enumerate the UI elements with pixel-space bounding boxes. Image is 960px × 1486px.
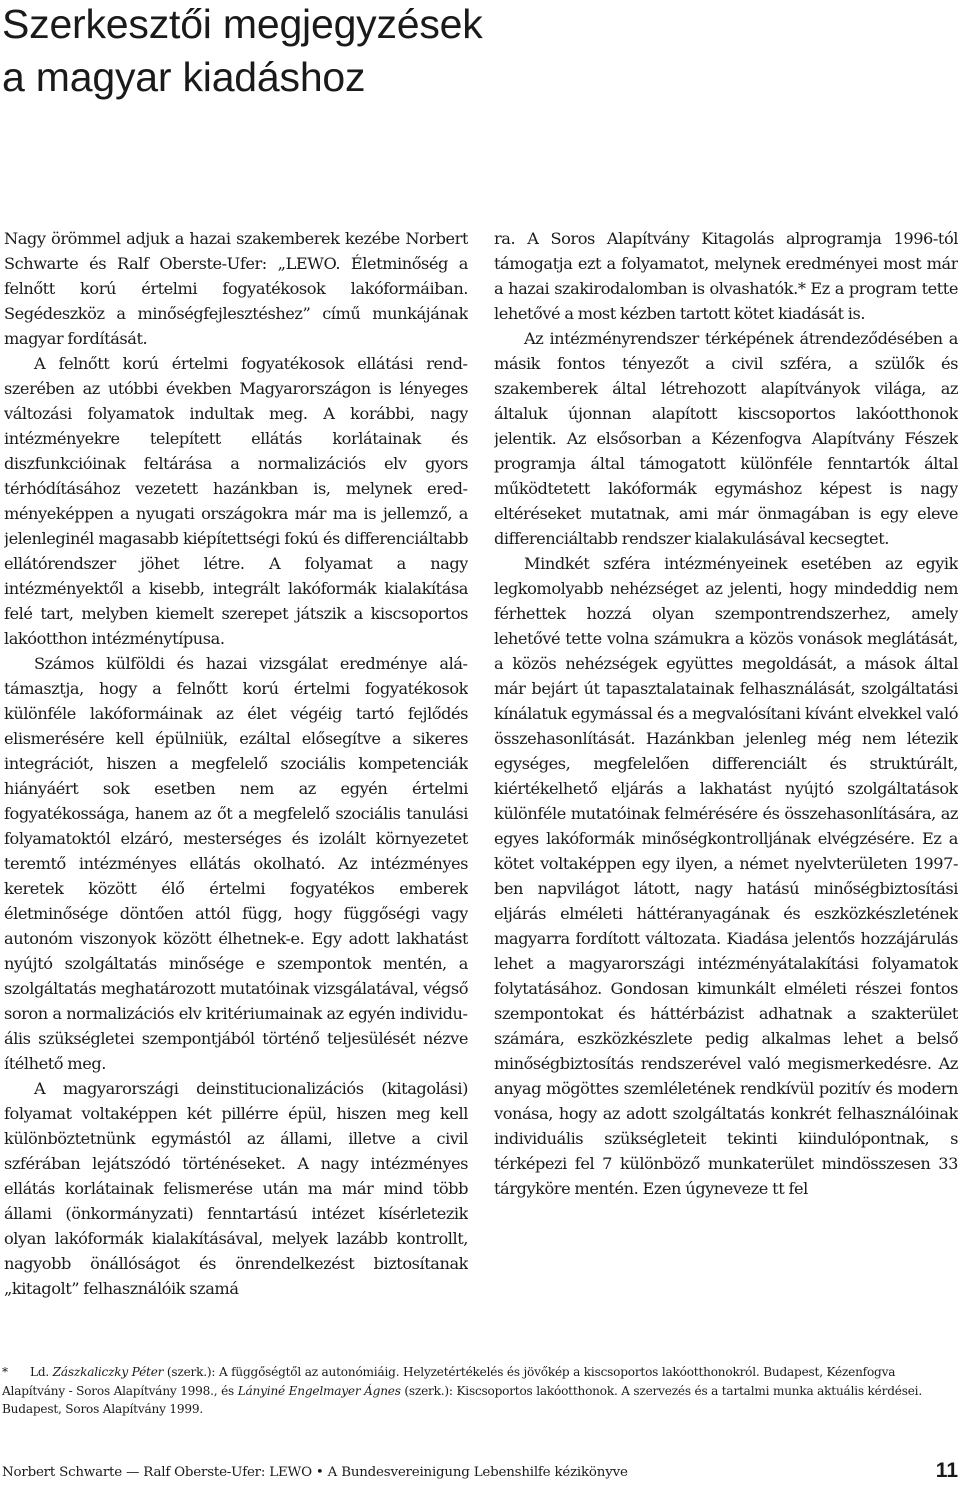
paragraph: A magyarországi deinstitucionalizációs (kitagolási) folyamat voltaképpen két pillérre épül, hiszen meg kell különböztetnünk egymástól az állami, illetve a civil szférában lejátszódó történéseket. A nagy intézményes ellátás korlátainak felismerése után ma már mind több állami (önkormányzati) fenntartású intézet kísérletezik olyan lakóformák kialakításával, melyek lazább kontrollt, nagyobb önállóságot és önrendelkezést biztosítanak „kitagolt” felhasználóik szamá bbox=[4, 1079, 468, 1298]
title-line-2: a magyar kiadáshoz bbox=[2, 54, 366, 100]
right-column bbox=[494, 226, 958, 1316]
paragraph: Az intézményrendszer térképének átrendeződésében a másik fontos tényezőt a civil szféra, a szülők és szakemberek által létrehozott alapítványok világa, az általuk újonnan alapított kiscsoportos lakóotthonok jelentik. Az elsősorban a Kézenfogva Alapítvány Fészek programja által támogatott különféle fenntartók által működtetett lakóformák egymáshoz képest is nagy eltéréseket mutatnak, ami már önmagában is egy eleve differenciáltabb rendszer kialakulásával kecsegtet. bbox=[494, 329, 958, 548]
footnote-author: Zászkaliczky Péter bbox=[52, 1365, 164, 1379]
footer-credit: Norbert Schwarte — Ralf Oberste-Ufer: LEWO • A Bundesvereinigung Lebenshilfe kézikönyve bbox=[2, 1465, 628, 1480]
footnote-text: (szerk.): Kiscsoportos lakóotthonok. A szervezés és a tartalmi munka aktuális kérdései. Budapest, Soros Alapítvány 1999. bbox=[2, 1383, 922, 1416]
left-column bbox=[4, 226, 468, 1316]
footnote-text: Ld. bbox=[30, 1365, 53, 1379]
footnote-author: Lányiné Engelmayer Ágnes bbox=[237, 1383, 401, 1398]
paragraph: Számos külföldi és hazai vizsgálat eredménye alátámasztja, hogy a felnőtt korú értelmi fogyatékosok különféle lakóformáinak az élet végéig tartó fejlődés elismerésére kell épülniük, ezáltal elősegítve a sikeres integrációt, hiszen a megfelelő szociális kompetenciák hiányáért sok esetben nem az egyén értelmi fogyatékossága, hanem az őt a megfelelő szociális tanulási folyamatoktól elzáró, mesterséges és izolált környezetet teremtő intézményes ellátás okolható. Az intézményes keretek között élő értelmi fogyatékos emberek életminősége döntően attól függ, hogy függőségi vagy autonóm viszonyok között élhetnek-e. Egy adott lakhatást nyújtó szolgáltatás minősége e szempontok mentén, a szolgáltatás meghatározott mutatóinak vizsgálatával, végső soron a normalizációs elv kritériumainak az egyén individuális szükségletei szempontjából történő teljesülését nézve ítélhető meg. bbox=[4, 654, 468, 1073]
footnote-mark: * bbox=[2, 1365, 8, 1379]
paragraph: A felnőtt korú értelmi fogyatékosok ellátási rendszerében az utóbbi években Magyarországon is lényeges változási folyamatok indultak meg. A korábbi, nagy intézményekre telepített ellátás korlátainak és diszfunkcióinak feltárása a normalizációs elv gyors térhódításához vezetett hazánkban is, melynek eredményeképpen a nyugati országokra már ma is jellemző, a jelenleginél magasabb kiépítettségi fokú és differenciáltabb ellátórendszer jöhet létre. A folyamat a nagy intézményektől a kisebb, integrált lakóformák kialakítása felé tart, melyben kiemelt szerepet játszik a kiscsoportos lakóotthon intézménytípusa. bbox=[4, 354, 468, 648]
paragraph: Mindkét szféra intézményeinek esetében az egyik legkomolyabb nehézséget az jelenti, hogy mindeddig nem férhettek hozzá olyan szempontrendszerhez, amely lehetővé tette volna számukra a közös vonások meglátását, a közös nehézségek együttes megoldását, a mások által már bejárt út tapasztalatainak felhasználását, szolgáltatási kínálatuk egymással és a megvalósítani kívánt elvekkel való összehasonlítását. Hazánkban jelenleg még nem létezik egységes, megfelelően differenciált és struktúrált, kiértékelhető eljárás a lakhatást nyújtó szolgáltatások különféle mutatóinak felmérésére és összehasonlítására, az egyes lakóformák minőségkontrolljának elvégzésére. Ez a kötet voltaképpen egy ilyen, a német nyelvterületen 1997-ben napvilágot látott, nagy hatású minőségbiztosítási eljárás elméleti háttéranyagának és eszközkészletének magyarra fordított változata. Kiadása jelentős hozzájárulás lehet a magyarországi intézményátalakítási folyamatok folytatásához. Gondosan kimunkált elméleti részei fontos szempontokat és háttérbázist adhatnak a szakterület számára, eszközkészlete pedig alkalmas lehet a belső minőségbiztosítás rendszerével való megismerkedésre. Az anyag mögöttes szemléletének rendkívül pozitív és modern vonása, hogy az adott szolgáltatás konkrét felhasználóinak individuális szükségleteit tekinti kiindulópontnak, s térképezi fel 7 különböző munkaterület mindösszesen 33 tárgyköre mentén. Ezen úgyneveze tt fel bbox=[494, 554, 958, 1198]
page-title bbox=[2, 0, 942, 104]
footnote bbox=[2, 1363, 958, 1419]
page-number: 11 bbox=[935, 1459, 958, 1482]
paragraph: ra. A Soros Alapítvány Kitagolás alprogramja 1996-tól támogatja ezt a folyamatot, melynek eredményei most már a hazai szakirodalomban is olvashatók.* Ez a program tette lehetővé a most kézben tartott kötet kiadását is. bbox=[494, 229, 958, 323]
footnote-text: (szerk.): A függőségtől az autonómiáig. Helyzetértékelés és jövőkép a kiscsoportos lakóotthonokról. Budapest, Kézenfogva Alapítvány - Soros Alapítvány 1998., és bbox=[2, 1365, 896, 1398]
paragraph: Nagy örömmel adjuk a hazai szakemberek kezébe Norbert Schwarte és Ralf Oberste-Ufer: „LEWO. Életminőség a felnőtt korú értelmi fogyatékosok lakóformáiban. Segédeszköz a minőségfejlesztéshez” című munkájának magyar fordítását. bbox=[4, 229, 468, 348]
title-line-1: Szerkesztői megjegyzések bbox=[2, 1, 483, 47]
